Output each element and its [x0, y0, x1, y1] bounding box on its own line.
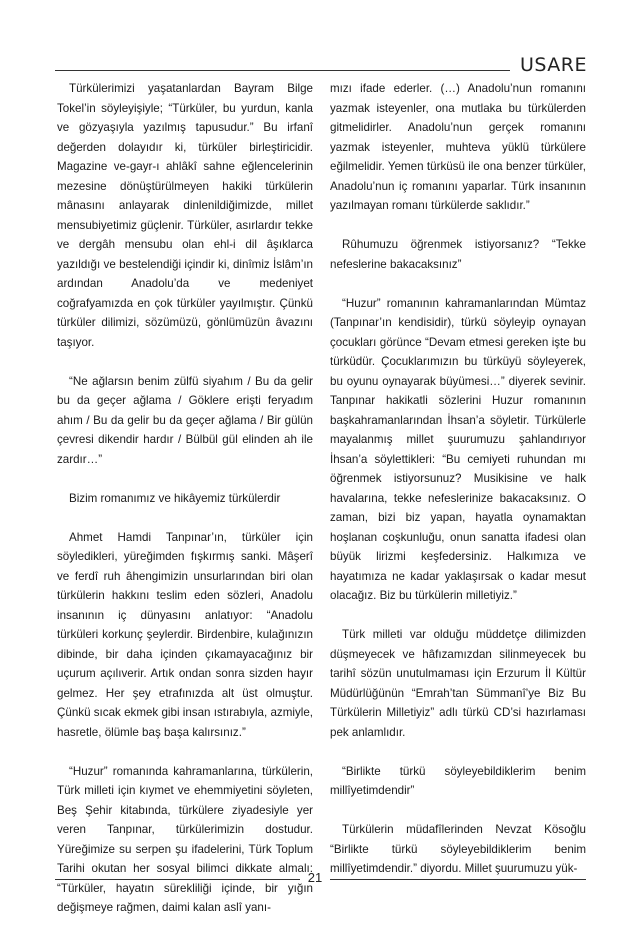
- right-column: [330, 79, 586, 898]
- paragraph: Ahmet Hamdi Tanpınar’ın, türküler için söyledikleri, yüreğimden fışkırmış sanki. Mâşerî ve ferdî ruh âhengimizin unsurlarından biri olan türkülerin hakkını teslim eden sözleri, Anadolu insanının iç dünyasını anlatıyor: “Anadolu türküleri korkunç şeylerdir. Birdenbire, kulağınızın dibinde, bir daha içinden çıkamayacağınız bir uçurum açılıverir. Artık ondan sonra sizden hayır gelmez. Her şey etrafınızda alt üst olmuştur. Çünkü sıcak ekmek gibi insan ıstırabıyla, azmiyle, hasretle, ölümle baş başa kalırsınız.”: [57, 530, 313, 739]
- footer-rule-right: [330, 879, 586, 880]
- paragraph: Türkülerimizi yaşatanlardan Bayram Bilge Tokel’in söyleyişiyle; “Türküler, bu yurdun, kanla ve gözyaşıyla yazılmış tapusudur.” Bu irfanî değerden dolayıdır ki, türküler birleştiricidir. Magazine ve-gayr-ı ahlâkî sahne eğlencelerinin mezesine dönüştürülmeyen hakiki türkülerin mânasını anlayarak dinlenildiğimizde, millet mensubiyetimiz güçlenir. Türküler, asırlardır tekke ve dergâh mensubu olan ehl-i dil âşıklarca yazıldığı ve bestelendiği içindir ki, dinîmiz İslâm’ın ardından Anadolu’da ve medeniyet coğrafyamızda en çok türküler yayılmıştır. Çünkü türküler dilimizi, sözümüzü, gönlümüzün âvazını taşıyor.: [57, 82, 313, 349]
- paragraph: mızı ifade ederler. (…) Anadolu’nun romanını yazmak isteyenler, ona mutlaka bu türkülerden gitmelidirler. Anadolu’nun gerçek romanını yazmak isteyenler, muhteva yüklü türkülere eğilmelidir. Yemen türküsü ile ona benzer türküler, Anadolu’nun iç romanını yaparlar. Türk insanının yazılmayan romanı türkülerde saklıdır.”: [330, 82, 586, 212]
- footer-rule-left: [55, 879, 300, 880]
- paragraph: “Huzur” romanının kahramanlarından Mümtaz (Tanpınar’ın kendisidir), türkü söyleyip oynayan çocukları görünce “Devam etmesi gereken işte bu türküdür. Çocuklarımızın bu türküyü söyleyerek, bu oyunu oynayarak büyümesi…” diyerek sevinir. Tanpınar hakikatli sözlerini Huzur romanının başkahramanlarından İhsan’a söyletir. Türkülerle mayalanmış millet şuurumuzu şahlandırıyor İhsan’a söylettikleri: “Bu cemiyeti ruhundan mı öğrenmek istiyorsunuz? Musikisine ve halk havalarına, tekke nefeslerinize bakacaksınız. O zaman, bizi biz yapan, hayatla oynamaktan hoşlanan coşkunluğu, onun sanatta ifadesi olan büyük lirizmi keşfedersiniz. Halkımıza ve hayatımıza ne kadar yaklaşırsak o kadar mesut olacağız. Biz bu türkülerin milletiyiz.”: [330, 296, 586, 602]
- paragraph: Türk milleti var olduğu müddetçe dilimizden düşmeyecek ve hâfızamızdan silinmeyecek bu tarihî sözün unutulmaması için Erzurum İl Kültür Müdürlüğünün “Emrah’tan Sümmanî’ye Biz Bu Türkülerin Milletiyiz” adlı türkü CD’si hazırlaması pek anlamlıdır.: [330, 628, 586, 739]
- paragraph: Türkülerin müdafîlerinden Nevzat Kösoğlu “Birlikte türkü söyleyebildiklerim benim millîyetimdendir.” diyordu. Millet şuurumuzu yük-: [330, 823, 586, 875]
- header-rule: [55, 70, 510, 71]
- paragraph: “Huzur” romanında kahramanlarına, türkülerin, Türk milleti için kıymet ve ehemmiyetini söyleten, Beş Şehir kitabında, türkülere ziyadesiyle yer veren Tanpınar, türkülerimizin dostudur. Yüreğimize su serpen şu ifadelerini, Türk Toplum Tarihi okutan her sosyal bilimci dikkate almalı: “Türküler, hayatın sürekliliği içinde, bir yığın değişmeye rağmen, daimi kalan aslî yanı-: [57, 764, 313, 914]
- section-heading: “Birlikte türkü söyleyebildiklerim benim millîyetimdendir”: [330, 764, 586, 797]
- left-column: [57, 79, 313, 937]
- paragraph: “Ne ağlarsın benim zülfü siyahım / Bu da gelir bu da geçer ağlama / Göklere erişti feryadım ahım / Bu da gelir bu da geçer ağlama / Bir gülün çevresi dikendir hardır / Bülbül gül elinden ah ile zardır…”: [57, 374, 313, 466]
- section-heading: Rûhumuzu öğrenmek istiyorsanız? “Tekke nefeslerine bakacaksınız”: [330, 238, 586, 271]
- section-heading: Bizim romanımız ve hikâyemiz türkülerdir: [69, 491, 281, 505]
- magazine-title: USARE: [519, 54, 587, 76]
- page-number: 21: [307, 870, 323, 885]
